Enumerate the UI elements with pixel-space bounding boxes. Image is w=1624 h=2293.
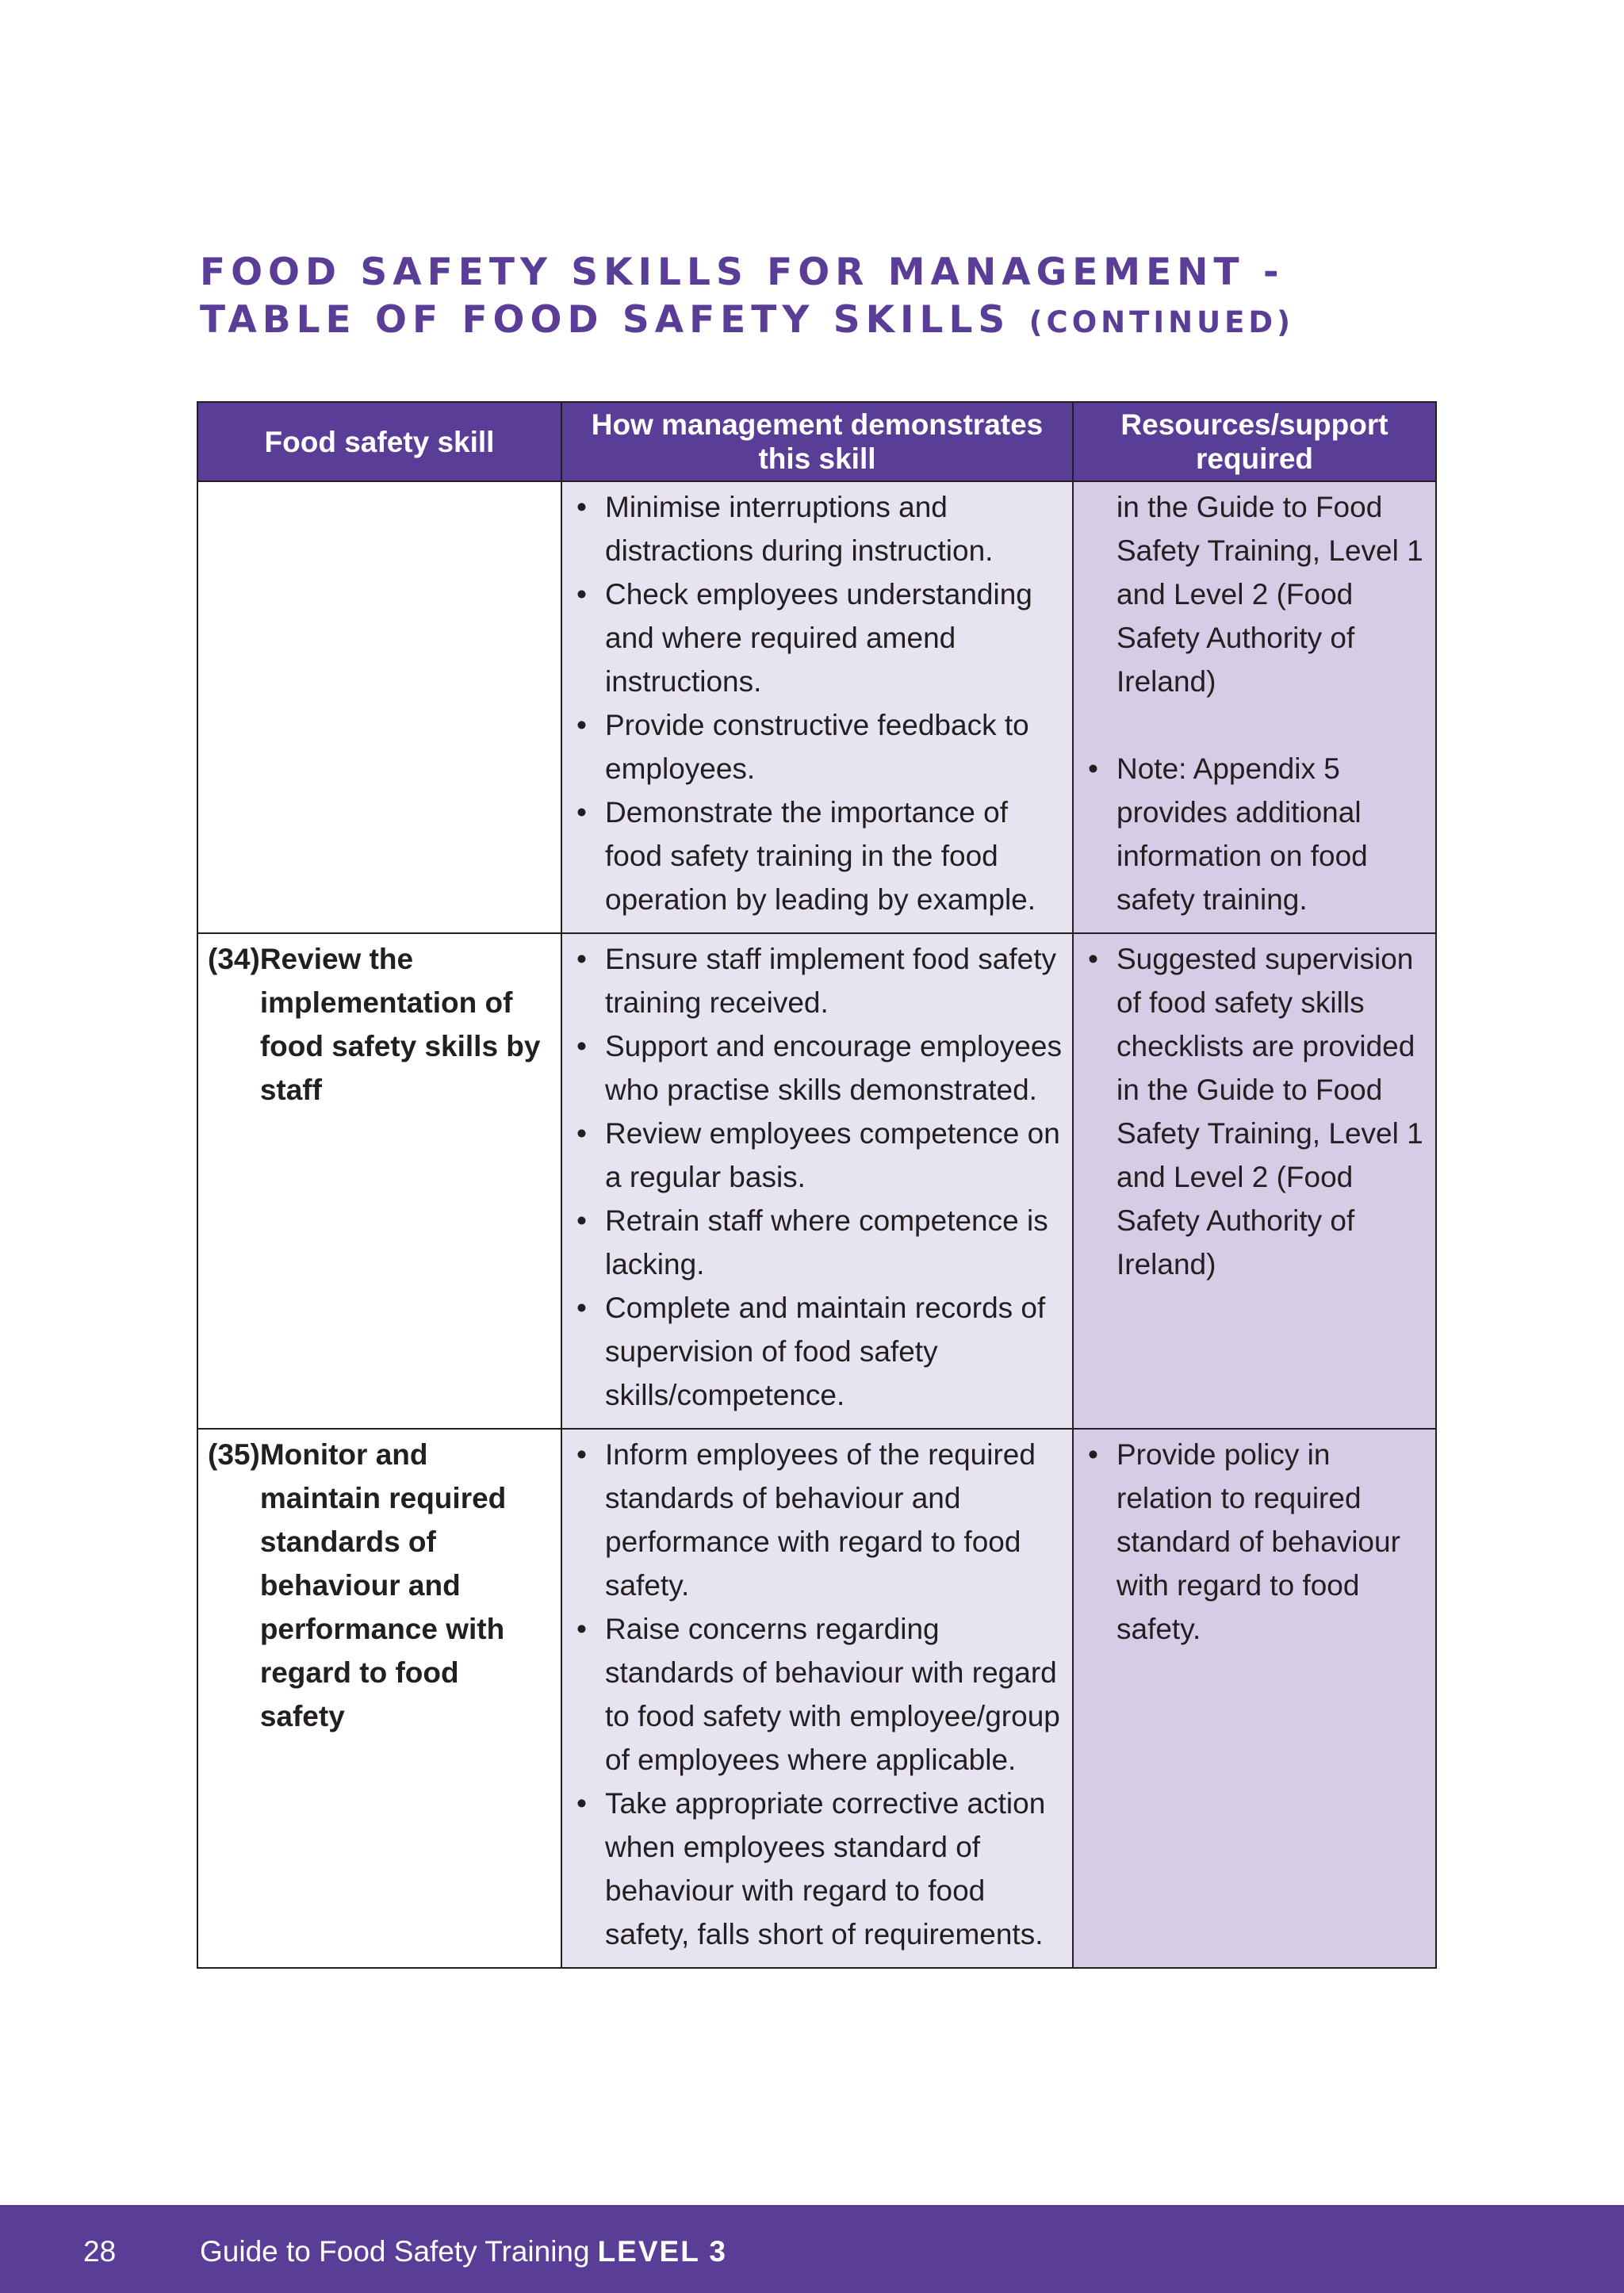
resources-note: • Note: Appendix 5 provides additional information on food safety training. — [1083, 747, 1426, 921]
footer-level: LEVEL 3 — [597, 2235, 728, 2268]
footer-title: Guide to Food Safety Training — [200, 2235, 590, 2268]
how-cell — [561, 481, 1073, 933]
header-how-management: How management demonstrates this skill — [561, 402, 1073, 481]
list-item: • Retrain staff where competence is lacking. — [572, 1199, 1063, 1286]
header-resources: Resources/support required — [1073, 402, 1436, 481]
skill-cell — [197, 933, 561, 1429]
list-item: • Raise concerns regarding standards of behaviour with regard to food safety with employee/group of employees where applicable. — [572, 1607, 1063, 1782]
list-item: • Take appropriate corrective action when employees standard of behaviour with regard to food safety, falls short of requirements. — [572, 1782, 1063, 1956]
resources-cell — [1073, 481, 1436, 933]
heading-continued: (CONTINUED) — [1028, 305, 1295, 339]
page-heading — [200, 249, 1469, 346]
skill-cell-empty — [197, 481, 561, 933]
list-item: • Suggested supervision of food safety skills checklists are provided in the Guide to Food Safety Training, Level 1 and Level 2 (Food Safety Authority of Ireland) — [1083, 937, 1426, 1286]
list-item: • Complete and maintain records of supervision of food safety skills/competence. — [572, 1286, 1063, 1417]
resources-continued-text: in the Guide to Food Safety Training, Level 1 and Level 2 (Food Safety Authority of Ireland) — [1116, 491, 1423, 698]
list-item: • Review employees competence on a regular basis. — [572, 1112, 1063, 1199]
page-number: 28 — [83, 2235, 117, 2268]
how-cell — [561, 1429, 1073, 1968]
heading-line-2: TABLE OF FOOD SAFETY SKILLS — [200, 298, 1011, 342]
list-item: • Demonstrate the importance of food safety training in the food operation by leading by example. — [572, 790, 1063, 921]
skill-number: (35) — [208, 1438, 260, 1471]
list-item: • Support and encourage employees who practise skills demonstrated. — [572, 1024, 1063, 1112]
list-item: • Inform employees of the required standards of behaviour and performance with regard to food safety. — [572, 1433, 1063, 1607]
table-row-35 — [197, 1429, 1436, 1968]
list-item: • Check employees understanding and where required amend instructions. — [572, 572, 1063, 703]
how-cell — [561, 933, 1073, 1429]
food-safety-skills-table — [197, 401, 1437, 1969]
skill-number: (34) — [208, 943, 260, 975]
resources-cell — [1073, 1429, 1436, 1968]
table-row-continued — [197, 481, 1436, 933]
skill-cell — [197, 1429, 561, 1968]
list-item: • Provide constructive feedback to employees. — [572, 703, 1063, 790]
heading-line-1: FOOD SAFETY SKILLS FOR MANAGEMENT - — [200, 251, 1285, 294]
skill-title: Review the implementation of food safety skills by staff — [259, 943, 541, 1106]
list-item: • Ensure staff implement food safety training received. — [572, 937, 1063, 1024]
table-header-row — [197, 402, 1436, 481]
skill-title: Monitor and maintain required standards of behaviour and performance with regard to food safety — [259, 1438, 507, 1732]
page-footer — [0, 2205, 1624, 2293]
list-item: • Minimise interruptions and distractions during instruction. — [572, 485, 1063, 572]
resources-cell — [1073, 933, 1436, 1429]
list-item: • Provide policy in relation to required standard of behaviour with regard to food safety. — [1083, 1433, 1426, 1651]
table-row-34 — [197, 933, 1436, 1429]
header-food-safety-skill: Food safety skill — [197, 402, 561, 481]
